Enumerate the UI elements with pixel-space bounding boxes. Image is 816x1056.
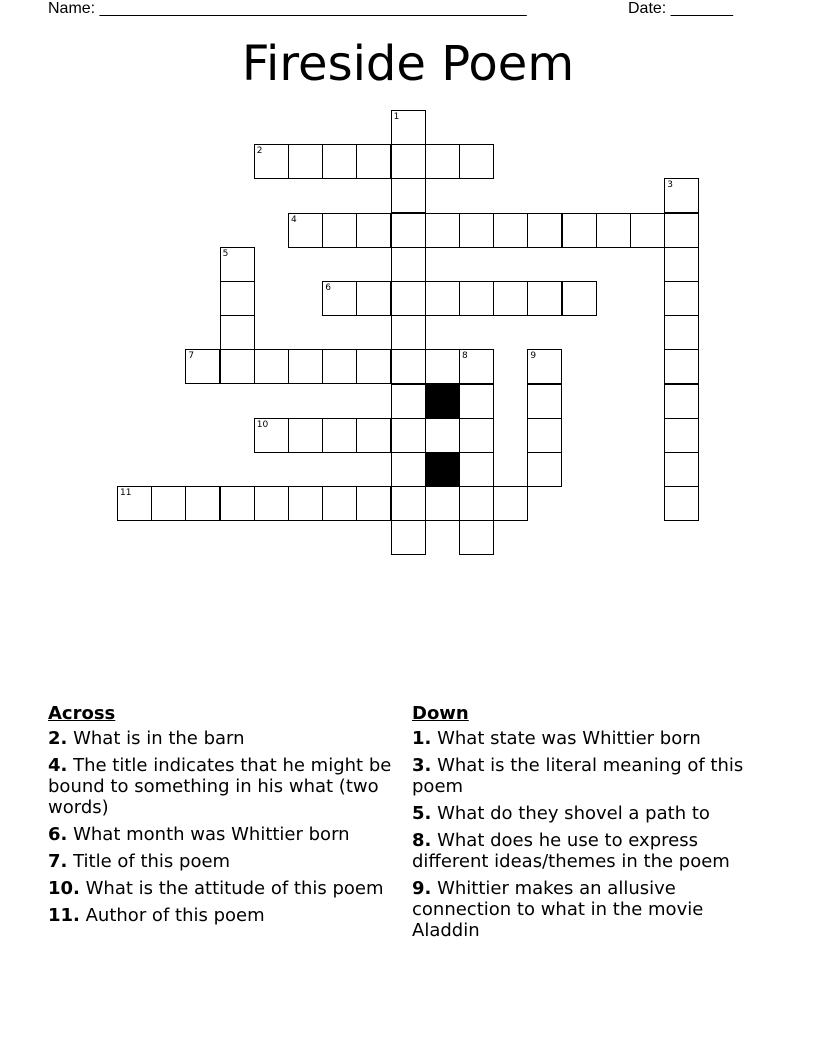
clue-number: 10. <box>48 878 80 899</box>
grid-cell[interactable] <box>322 349 357 384</box>
grid-cell[interactable] <box>391 213 426 248</box>
grid-cell[interactable] <box>356 418 391 453</box>
grid-cell[interactable] <box>425 213 460 248</box>
grid-cell[interactable] <box>151 486 186 521</box>
grid-cell[interactable] <box>322 281 357 316</box>
grid-cell[interactable] <box>322 486 357 521</box>
grid-cell[interactable] <box>493 281 528 316</box>
grid-cell[interactable] <box>391 247 426 282</box>
grid-cell[interactable] <box>459 520 494 555</box>
grid-cell[interactable] <box>356 349 391 384</box>
across-clue <box>48 905 398 926</box>
grid-cell[interactable] <box>527 281 562 316</box>
down-clue <box>412 755 772 797</box>
grid-cell[interactable] <box>356 281 391 316</box>
grid-cell[interactable] <box>288 349 323 384</box>
grid-cell[interactable] <box>664 452 699 487</box>
grid-cell[interactable] <box>391 315 426 350</box>
grid-cell[interactable] <box>322 213 357 248</box>
across-clue <box>48 851 398 872</box>
down-clue <box>412 803 772 824</box>
grid-cell[interactable] <box>117 486 152 521</box>
grid-cell[interactable] <box>185 486 220 521</box>
clue-number: 7. <box>48 851 68 872</box>
grid-cell[interactable] <box>288 418 323 453</box>
cell-number: 3 <box>667 180 673 191</box>
grid-cell[interactable] <box>391 349 426 384</box>
grid-cell[interactable] <box>391 418 426 453</box>
grid-cell[interactable] <box>254 144 289 179</box>
grid-cell[interactable] <box>493 486 528 521</box>
grid-cell[interactable] <box>425 144 460 179</box>
clue-text: Whittier makes an allusive connection to what in the movie Aladdin <box>412 878 704 941</box>
grid-cell[interactable] <box>288 486 323 521</box>
clue-text: What is in the barn <box>67 728 245 749</box>
grid-cell[interactable] <box>596 213 631 248</box>
date-field[interactable]: Date: _______ <box>628 0 733 17</box>
clue-number: 1. <box>412 728 432 749</box>
grid-cell[interactable] <box>356 144 391 179</box>
grid-cell[interactable] <box>220 486 255 521</box>
blocked-cell <box>425 384 460 419</box>
cell-number: 9 <box>530 351 537 362</box>
cell-number: 10 <box>256 419 269 430</box>
grid-cell[interactable] <box>391 110 426 145</box>
grid-cell[interactable] <box>254 349 289 384</box>
cell-number: 11 <box>120 488 132 499</box>
cell-number: 4 <box>291 214 297 225</box>
grid-cell[interactable] <box>425 349 460 384</box>
clue-text: What is the literal meaning of this poem <box>412 755 744 797</box>
clue-text: What is the attitude of this poem <box>79 878 384 899</box>
grid-cell[interactable] <box>220 315 255 350</box>
grid-cell[interactable] <box>459 418 494 453</box>
clue-number: 2. <box>48 728 68 749</box>
across-clues <box>48 703 398 932</box>
blocked-cell <box>425 452 460 487</box>
grid-cell[interactable] <box>527 384 562 419</box>
grid-cell[interactable] <box>664 281 699 316</box>
clue-text: What state was Whittier born <box>431 728 701 749</box>
grid-cell[interactable] <box>459 281 494 316</box>
grid-cell[interactable] <box>391 486 426 521</box>
across-clue-list <box>48 728 398 926</box>
clue-number: 4. <box>48 755 68 776</box>
grid-cell[interactable] <box>391 178 426 213</box>
grid-cell[interactable] <box>254 486 289 521</box>
across-clue <box>48 728 398 749</box>
puzzle-title: Fireside Poem <box>241 36 575 92</box>
across-clue <box>48 755 398 818</box>
grid-cell[interactable] <box>664 178 699 213</box>
grid-cell[interactable] <box>459 452 494 487</box>
grid-cell[interactable] <box>322 144 357 179</box>
across-clue <box>48 824 398 845</box>
grid-cell[interactable] <box>425 486 460 521</box>
cell-number: 7 <box>188 351 195 362</box>
grid-cell[interactable] <box>288 144 323 179</box>
grid-cell[interactable] <box>527 349 562 384</box>
clue-text: What does he use to express different ideas/themes in the poem <box>412 830 730 872</box>
clue-text: Author of this poem <box>79 905 265 926</box>
grid-cell[interactable] <box>391 281 426 316</box>
cell-number: 6 <box>325 283 331 293</box>
down-clue <box>412 878 772 941</box>
grid-cell[interactable] <box>185 349 220 384</box>
grid-cell[interactable] <box>425 418 460 453</box>
grid-cell[interactable] <box>459 349 494 384</box>
grid-cell[interactable] <box>391 144 426 179</box>
grid-cell[interactable] <box>562 213 597 248</box>
grid-cell[interactable] <box>527 452 562 487</box>
across-heading: Across <box>48 703 116 724</box>
down-clue <box>412 728 772 749</box>
grid-cell[interactable] <box>630 213 665 248</box>
grid-cell[interactable] <box>220 281 255 316</box>
cell-number: 1 <box>393 112 400 122</box>
grid-cell[interactable] <box>322 418 357 453</box>
down-clue-list <box>412 728 772 941</box>
grid-cell[interactable] <box>459 384 494 419</box>
grid-cell[interactable] <box>356 486 391 521</box>
clue-text: Title of this poem <box>67 851 231 872</box>
clue-text: What month was Whittier born <box>67 824 350 845</box>
grid-cell[interactable] <box>425 281 460 316</box>
grid-cell[interactable] <box>664 418 699 453</box>
across-clue <box>48 878 398 899</box>
down-clues <box>412 703 772 947</box>
grid-cell[interactable] <box>459 144 494 179</box>
grid-cell[interactable] <box>493 213 528 248</box>
grid-cell[interactable] <box>288 213 323 248</box>
grid-cell[interactable] <box>459 486 494 521</box>
grid-cell[interactable] <box>664 247 699 282</box>
grid-cell[interactable] <box>527 418 562 453</box>
grid-cell[interactable] <box>391 384 426 419</box>
grid-cell[interactable] <box>254 418 289 453</box>
down-clue <box>412 830 772 872</box>
grid-cell[interactable] <box>562 281 597 316</box>
clue-number: 3. <box>412 755 432 776</box>
grid-cell[interactable] <box>459 213 494 248</box>
clue-number: 8. <box>412 830 432 851</box>
grid-cell[interactable] <box>356 213 391 248</box>
grid-cell[interactable] <box>664 213 699 248</box>
grid-cell[interactable] <box>527 213 562 248</box>
grid-cell[interactable] <box>664 315 699 350</box>
clue-text: The title indicates that he might be bound to something in his what (two words) <box>48 755 392 818</box>
name-field[interactable]: Name: ________________________________________________ <box>48 0 527 17</box>
cell-number: 5 <box>222 248 229 259</box>
down-heading: Down <box>412 703 469 724</box>
grid-cell[interactable] <box>664 486 699 521</box>
clue-text: What do they shovel a path to <box>431 803 710 824</box>
cell-number: 2 <box>256 146 263 157</box>
clue-number: 11. <box>48 905 80 926</box>
grid-cell[interactable] <box>220 349 255 384</box>
grid-cell[interactable] <box>391 520 426 555</box>
clue-number: 6. <box>48 824 68 845</box>
cell-number: 8 <box>462 351 468 362</box>
grid-cell[interactable] <box>220 247 255 282</box>
clue-number: 9. <box>412 878 432 899</box>
grid-cell[interactable] <box>664 349 699 384</box>
grid-cell[interactable] <box>664 384 699 419</box>
grid-cell[interactable] <box>391 452 426 487</box>
clue-number: 5. <box>412 803 432 824</box>
